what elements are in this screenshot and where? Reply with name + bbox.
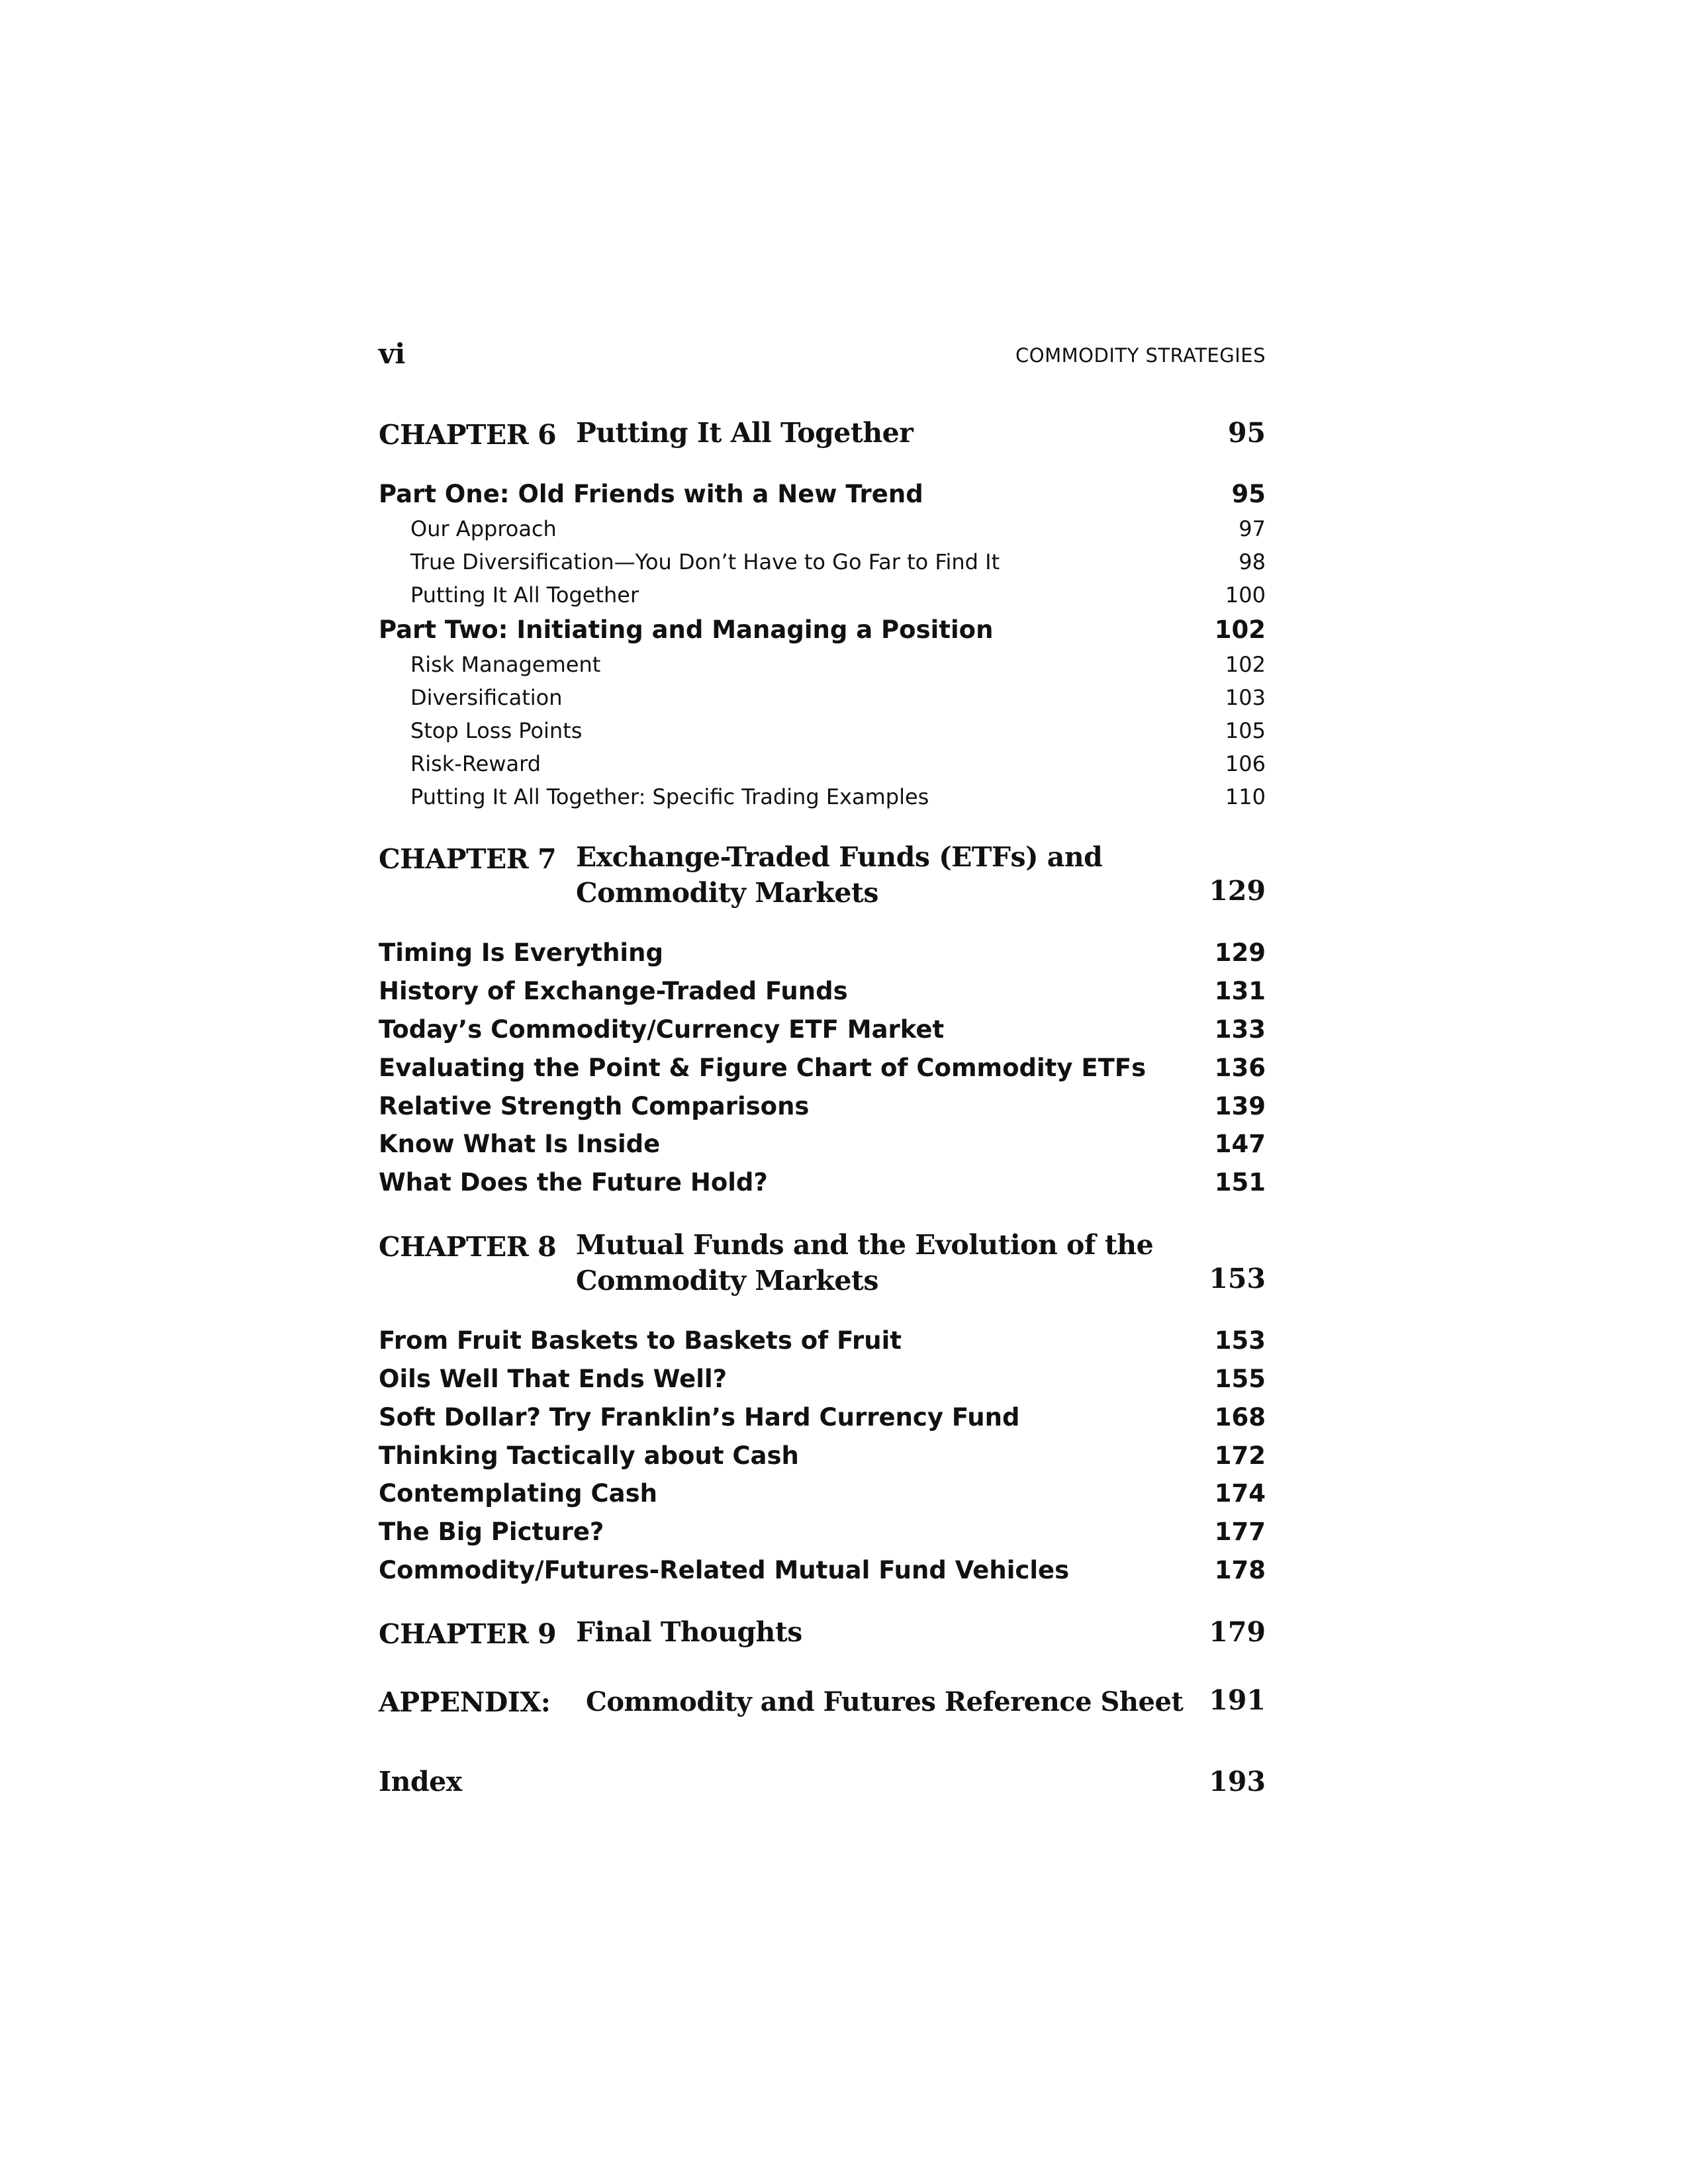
section-page: 136 xyxy=(1214,1054,1266,1082)
chapter-label: CHAPTER 7 xyxy=(379,843,557,875)
chapter-title[interactable]: Putting It All Together xyxy=(576,417,914,449)
section-title[interactable]: Timing Is Everything xyxy=(379,938,663,967)
chapter-page: 153 xyxy=(1209,1263,1266,1295)
subsection-title[interactable]: Risk-Reward xyxy=(410,751,541,776)
chapter-label: CHAPTER 6 xyxy=(379,419,557,451)
subsection-page: 106 xyxy=(1225,751,1266,776)
section-title[interactable]: Oils Well That Ends Well? xyxy=(379,1365,727,1393)
section-page: 168 xyxy=(1214,1403,1266,1432)
chapter-title-line2[interactable]: Commodity Markets xyxy=(576,877,878,909)
section-page: 177 xyxy=(1214,1518,1266,1546)
chapter-page: 179 xyxy=(1209,1616,1266,1648)
section-title[interactable]: Part Two: Initiating and Managing a Position xyxy=(379,615,994,644)
section-title[interactable]: From Fruit Baskets to Baskets of Fruit xyxy=(379,1326,902,1355)
subsection-title[interactable]: Putting It All Together xyxy=(410,582,639,608)
section-title[interactable]: The Big Picture? xyxy=(379,1518,604,1546)
section-page: 102 xyxy=(1214,615,1266,644)
chapter-title-line2[interactable]: Commodity Markets xyxy=(576,1265,878,1297)
page-number: vi xyxy=(379,338,406,370)
section-page: 172 xyxy=(1214,1441,1266,1470)
section-title[interactable]: Thinking Tactically about Cash xyxy=(379,1441,799,1470)
chapter-page: 129 xyxy=(1209,875,1266,907)
chapter-label: CHAPTER 8 xyxy=(379,1231,557,1263)
subsection-page: 102 xyxy=(1225,652,1266,677)
section-title[interactable]: Part One: Old Friends with a New Trend xyxy=(379,480,923,508)
subsection-title[interactable]: Putting It All Together: Specific Trading Examples xyxy=(410,784,929,809)
chapter-title-line1[interactable]: Mutual Funds and the Evolution of the xyxy=(576,1229,1154,1261)
section-page: 151 xyxy=(1214,1168,1266,1197)
subsection-page: 103 xyxy=(1225,685,1266,710)
subsection-title[interactable]: Risk Management xyxy=(410,652,601,677)
appendix-title[interactable]: Commodity and Futures Reference Sheet xyxy=(586,1686,1184,1717)
section-page: 95 xyxy=(1231,480,1266,508)
subsection-title[interactable]: Diversification xyxy=(410,685,563,710)
appendix-page: 191 xyxy=(1209,1684,1266,1716)
index-page: 193 xyxy=(1209,1766,1266,1797)
section-page: 153 xyxy=(1214,1326,1266,1355)
section-title[interactable]: Relative Strength Comparisons xyxy=(379,1092,810,1120)
chapter-page: 95 xyxy=(1227,417,1266,449)
chapter-title-line1[interactable]: Exchange-Traded Funds (ETFs) and xyxy=(576,841,1103,873)
subsection-page: 110 xyxy=(1225,784,1266,809)
subsection-page: 97 xyxy=(1239,516,1266,541)
subsection-page: 105 xyxy=(1225,718,1266,743)
chapter-title[interactable]: Final Thoughts xyxy=(576,1616,802,1648)
index-label[interactable]: Index xyxy=(379,1766,462,1797)
chapter-label: CHAPTER 9 xyxy=(379,1618,557,1650)
section-page: 133 xyxy=(1214,1015,1266,1044)
section-page: 131 xyxy=(1214,977,1266,1005)
section-title[interactable]: Soft Dollar? Try Franklin’s Hard Currency Fund xyxy=(379,1403,1020,1432)
section-page: 174 xyxy=(1214,1479,1266,1508)
section-page: 178 xyxy=(1214,1556,1266,1584)
subsection-page: 100 xyxy=(1225,582,1266,608)
section-title[interactable]: Commodity/Futures-Related Mutual Fund Vehicles xyxy=(379,1556,1070,1584)
section-title[interactable]: What Does the Future Hold? xyxy=(379,1168,768,1197)
section-page: 129 xyxy=(1214,938,1266,967)
subsection-title[interactable]: Our Approach xyxy=(410,516,557,541)
section-title[interactable]: History of Exchange-Traded Funds xyxy=(379,977,848,1005)
appendix-label: APPENDIX: xyxy=(379,1686,551,1718)
section-page: 147 xyxy=(1214,1130,1266,1158)
section-page: 155 xyxy=(1214,1365,1266,1393)
section-title[interactable]: Evaluating the Point & Figure Chart of Commodity ETFs xyxy=(379,1054,1147,1082)
section-title[interactable]: Contemplating Cash xyxy=(379,1479,657,1508)
running-head: COMMODITY STRATEGIES xyxy=(1015,344,1266,367)
section-title[interactable]: Today’s Commodity/Currency ETF Market xyxy=(379,1015,945,1044)
section-page: 139 xyxy=(1214,1092,1266,1120)
page-header xyxy=(377,338,1266,377)
subsection-title[interactable]: Stop Loss Points xyxy=(410,718,583,743)
subsection-title[interactable]: True Diversification—You Don’t Have to Go Far to Find It xyxy=(410,549,1000,574)
subsection-page: 98 xyxy=(1239,549,1266,574)
section-title[interactable]: Know What Is Inside xyxy=(379,1130,661,1158)
